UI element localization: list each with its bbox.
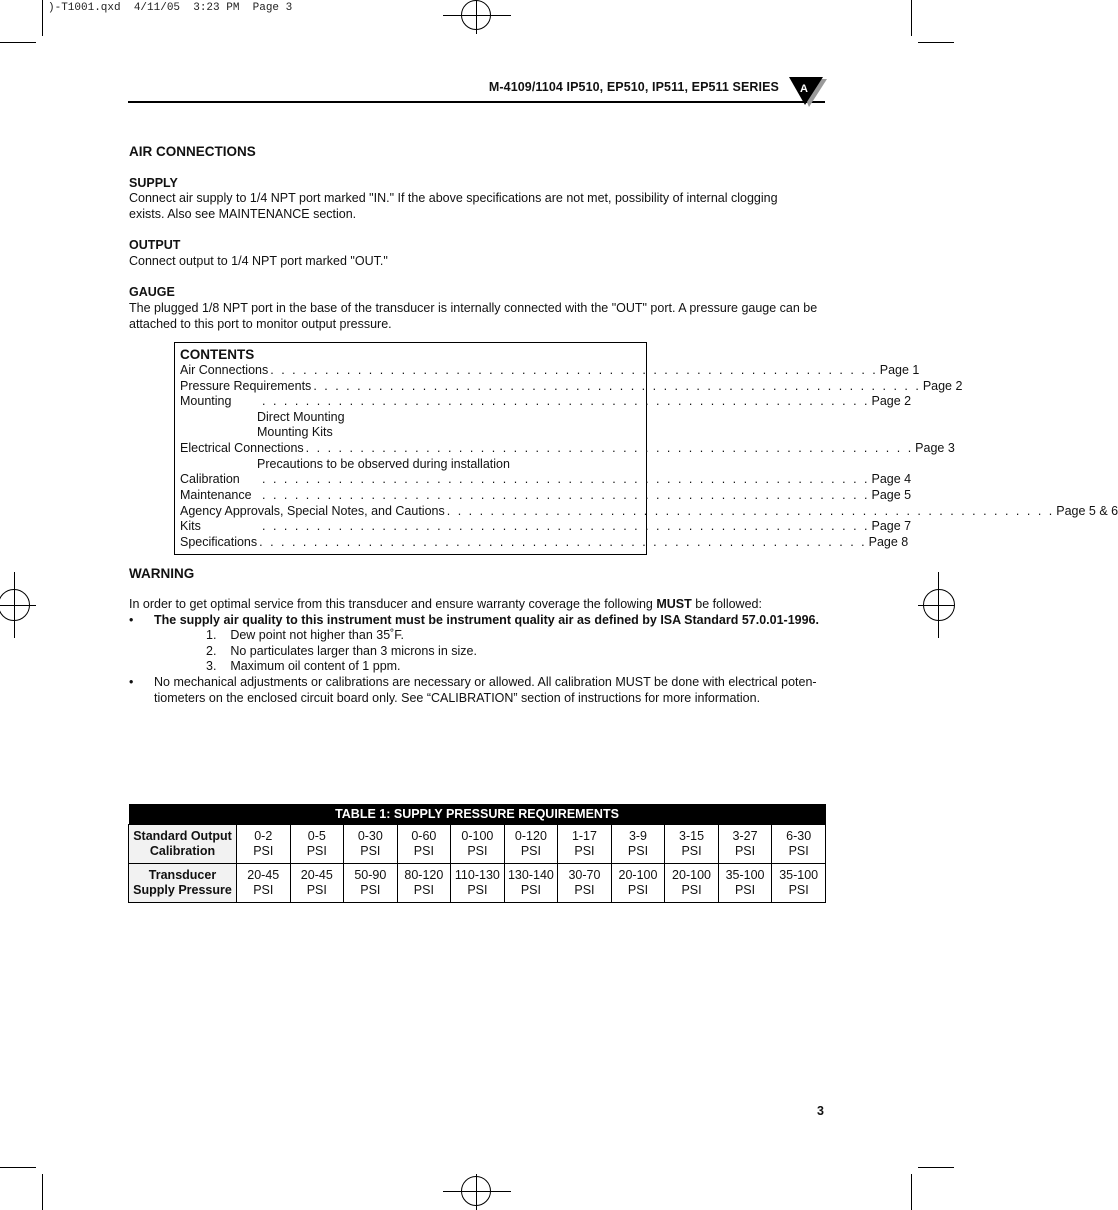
table-cell: 35-100 PSI: [718, 864, 772, 903]
toc-row-agency-approvals[interactable]: Agency Approvals, Special Notes, and Cautions . . . . . . . . . . . . . . . . . . . . . . . . . . . . . . . . . . . . . . . . . . . . . . . . . . . . . . . . Page 5 & 6: [180, 504, 1118, 518]
table-cell: 50-90 PSI: [344, 864, 398, 903]
table-cell: 20-45 PSI: [290, 864, 344, 903]
output-heading: OUTPUT: [129, 238, 181, 252]
warning-bullet-1-symbol: •: [129, 613, 134, 627]
supply-line-2: exists. Also see MAINTENANCE section.: [129, 206, 357, 221]
numbered-item-2: 2. No particulates larger than 3 microns in size.: [206, 643, 477, 658]
table-cell: 6-30 PSI: [772, 825, 826, 864]
toc-row-electrical-connections[interactable]: Electrical Connections . . . . . . . . . . . . . . . . . . . . . . . . . . . . . . . . . . . . . . . . . . . . . . . . . . . . . . . . Page 3: [180, 441, 955, 455]
warning-intro: [129, 597, 839, 613]
table-cell: 3-9 PSI: [611, 825, 665, 864]
supply-line-1: Connect air supply to 1/4 NPT port marked "IN." If the above specifications are not met, possibility of internal clogging: [129, 191, 778, 205]
section-tab-letter: A: [800, 83, 808, 95]
supply-pressure-table: [128, 804, 826, 903]
output-paragraph: [129, 254, 829, 270]
table-cell: 3-27 PSI: [718, 825, 772, 864]
gauge-heading: GAUGE: [129, 285, 175, 299]
warning-bullet-1: The supply air quality to this instrument must be instrument quality air as defined by ISA Standard 57.0.01-1996.: [154, 613, 819, 627]
table-cell: 0-5 PSI: [290, 825, 344, 864]
page-number: 3: [817, 1104, 824, 1118]
warning-numbered-list: [206, 628, 477, 675]
table-row-supply-pressure: [129, 864, 826, 903]
table-cell: 0-30 PSI: [344, 825, 398, 864]
table-caption: TABLE 1: SUPPLY PRESSURE REQUIREMENTS: [129, 804, 826, 825]
table-cell: 20-100 PSI: [665, 864, 719, 903]
table-cell: 130-140 PSI: [504, 864, 558, 903]
table-cell: 0-100 PSI: [451, 825, 505, 864]
running-header-title: M-4109/1104 IP510, EP510, IP511, EP511 SERIES: [488, 80, 779, 94]
section-tab-icon: [785, 75, 829, 109]
table-cell: 0-60 PSI: [397, 825, 451, 864]
table-cell: 1-17 PSI: [558, 825, 612, 864]
warning-bullet-2-symbol: •: [129, 675, 134, 689]
table-row-calibration: [129, 825, 826, 864]
numbered-item-1: 1. Dew point not higher than 35˚F.: [206, 628, 405, 642]
table-cell: 110-130 PSI: [451, 864, 505, 903]
contents-title: CONTENTS: [180, 347, 255, 362]
toc-row-calibration[interactable]: Calibration . . . . . . . . . . . . . . . . . . . . . . . . . . . . . . . . . . . . . . . . . . . . . . . . . . . . . . . . Page 4: [180, 472, 912, 486]
gauge-line-1: The plugged 1/8 NPT port in the base of the transducer is internally connected with the "OUT" port. A pressure gauge can be: [129, 301, 818, 315]
table-cell: 20-100 PSI: [611, 864, 665, 903]
table-cell: 0-120 PSI: [504, 825, 558, 864]
toc-row-air-connections[interactable]: Air Connections . . . . . . . . . . . . . . . . . . . . . . . . . . . . . . . . . . . . . . . . . . . . . . . . . . . . . . . . Page 1: [180, 363, 920, 377]
table-cell: 80-120 PSI: [397, 864, 451, 903]
warning-heading: WARNING: [129, 566, 195, 581]
gauge-line-2: attached to this port to monitor output pressure.: [129, 316, 392, 331]
row-header-supply-pressure: Transducer Supply Pressure: [129, 864, 237, 903]
toc-row-specifications[interactable]: Specifications . . . . . . . . . . . . . . . . . . . . . . . . . . . . . . . . . . . . . . . . . . . . . . . . . . . . . . . . Page 8: [180, 535, 909, 549]
warning-intro-text: In order to get optimal service from this transducer and ensure warranty coverage the following: [129, 597, 657, 611]
warning-bullet-2-line-2: tiometers on the enclosed circuit board only. See “CALIBRATION” section of instructions for more information.: [154, 690, 761, 705]
warning-bullet-2: [154, 675, 817, 706]
header-rule: [128, 101, 825, 103]
warning-bullet-2-line-1: No mechanical adjustments or calibrations are necessary or allowed. All calibration MUST be done with electrical poten-: [154, 675, 817, 689]
toc-row-mounting[interactable]: Mounting . . . . . . . . . . . . . . . . . . . . . . . . . . . . . . . . . . . . . . . . . . . . . . . . . . . . . . . . Page 2: [180, 394, 912, 408]
toc-row-kits[interactable]: Kits . . . . . . . . . . . . . . . . . . . . . . . . . . . . . . . . . . . . . . . . . . . . . . . . . . . . . . . . Page 7: [180, 519, 912, 533]
table-cell: 30-70 PSI: [558, 864, 612, 903]
supply-heading: SUPPLY: [129, 176, 178, 190]
numbered-item-3: 3. Maximum oil content of 1 ppm.: [206, 659, 401, 674]
warning-intro-must: MUST: [656, 597, 692, 611]
table-cell: 20-45 PSI: [237, 864, 291, 903]
contents-box: [174, 342, 1118, 555]
row-header-calibration: Standard Output Calibration: [129, 825, 237, 864]
toc-sub-direct-mounting: Direct Mounting: [257, 410, 345, 424]
table-cell: 0-2 PSI: [237, 825, 291, 864]
toc-sub-mounting-kits: Mounting Kits: [257, 425, 333, 439]
supply-paragraph: [129, 191, 829, 222]
print-slug: )-T1001.qxd 4/11/05 3:23 PM Page 3: [48, 2, 293, 14]
gauge-paragraph: [129, 301, 829, 332]
output-line-1: Connect output to 1/4 NPT port marked "OUT.": [129, 254, 388, 268]
toc-row-pressure-requirements[interactable]: Pressure Requirements . . . . . . . . . . . . . . . . . . . . . . . . . . . . . . . . . . . . . . . . . . . . . . . . . . . . . . . . Page 2: [180, 379, 963, 393]
air-connections-heading: AIR CONNECTIONS: [129, 144, 256, 159]
table-cell: 3-15 PSI: [665, 825, 719, 864]
warning-intro-tail: be followed:: [691, 597, 762, 611]
toc-sub-precautions: Precautions to be observed during installation: [257, 457, 510, 471]
table-cell: 35-100 PSI: [772, 864, 826, 903]
toc-row-maintenance[interactable]: Maintenance . . . . . . . . . . . . . . . . . . . . . . . . . . . . . . . . . . . . . . . . . . . . . . . . . . . . . . . . Page 5: [180, 488, 912, 502]
